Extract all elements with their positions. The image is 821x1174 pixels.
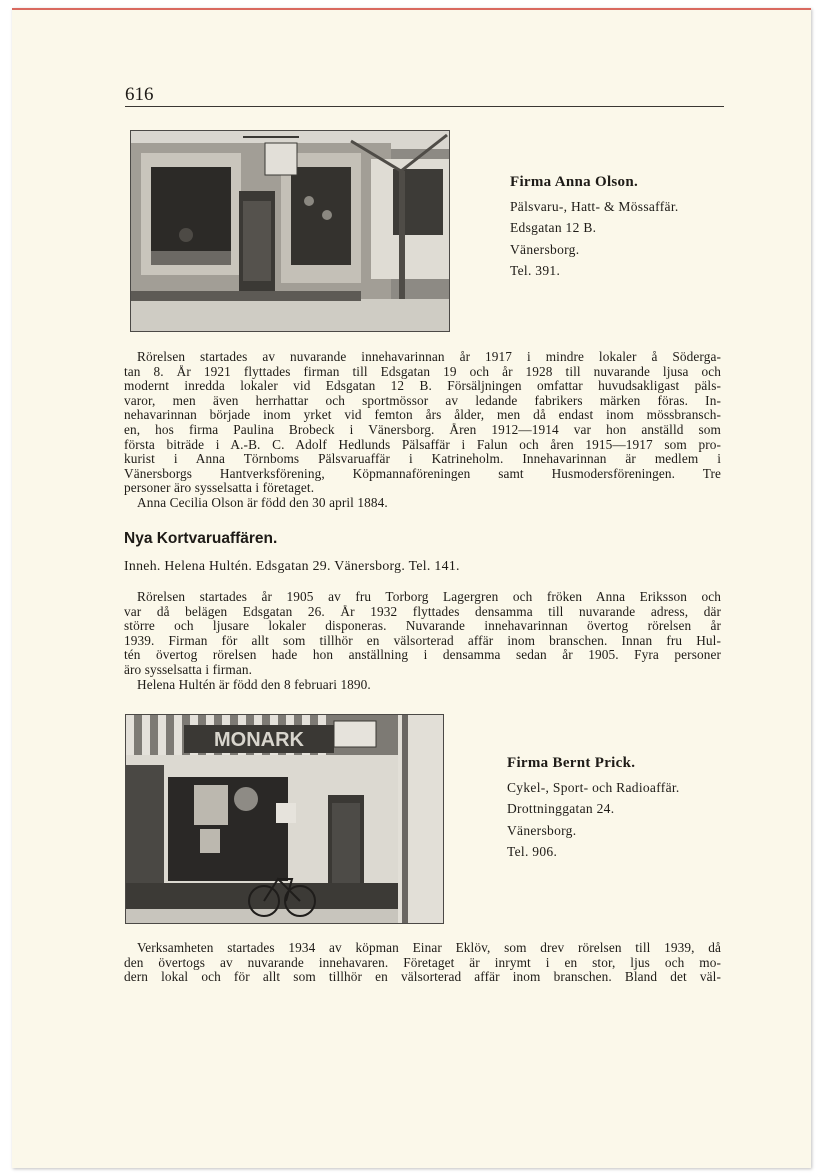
text-line: en, hos firma Paulina Brobeck i Vänersborg. Åren 1912—1914 var hon anställd som [124,422,721,437]
monark-sign: MONARK [214,729,304,751]
text-line: kurist i Anna Törnboms Pälsvaruaffär i Katrineholm. Innehavarinnan är medlem i [124,452,721,467]
firm-detail-line: Pälsvaru-, Hatt- & Mössaffär. [510,198,679,214]
text-line: första biträde i A.-B. C. Adolf Hedlunds Pälsaffär i Falun och åren 1915—1917 som pro- [124,437,721,452]
storefront-photo-anna-olson [130,130,450,332]
firm-detail-line: Drottninggatan 24. [507,801,615,817]
storefront-photo-bernt-prick [125,714,444,924]
text-line: personer äro sysselsatta i företaget. [124,481,315,496]
firm-info-anna-olson [510,172,679,282]
paragraph-bernt-prick [124,941,721,985]
text-line: 1939. Firman för allt som tillhör en välsorterad affär inom branschen. Innan fru Hul- [124,633,721,648]
firm-detail-line: Vänersborg. [507,822,577,838]
firm-name: Firma Bernt Prick. [507,755,636,771]
text-line: Anna Cecilia Olson är född den 30 april 1884. [137,495,388,510]
text-line: varor, men även herrhattar och sportmössor av ledande fabrikers märken föras. In- [124,393,721,408]
firm-detail-line: Vänersborg. [510,241,580,257]
text-line: nehavarinnan började inom yrket vid femton års ålder, men då endast inom mössbransch- [124,408,721,423]
text-line: tén övertog rörelsen hade hon anställning i densamma sedan år 1905. Fyra personer [124,648,721,663]
page-number: 616 [125,84,154,105]
firm-detail-line: Tel. 906. [507,844,558,860]
text-line: Helena Hultén är född den 8 februari 1890. [137,677,371,692]
text-line: större och ljusare lokaler disponeras. Nuvarande innehavarinnan övertog rörelsen år [124,619,721,634]
paragraph-kortvaruaffaren [124,590,721,692]
paragraph-anna-olson [124,350,721,511]
firm-info-bernt-prick [507,753,680,863]
header-rule [125,106,724,107]
document-page [12,8,811,1168]
owner-line: Inneh. Helena Hultén. Edsgatan 29. Vänersborg. Tel. 141. [124,558,460,573]
text-line: modernt inredda lokaler vid Edsgatan 12 B. Försäljningen omfattar huvudsakligast päls- [124,379,721,394]
text-line: Rörelsen startades av nuvarande innehavarinnan år 1917 i mindre lokaler å Södergа- [137,350,721,364]
text-line: Rörelsen startades år 1905 av fru Torborg Lagergren och fröken Anna Eriksson och [137,590,721,604]
text-line: dern lokal och för allt som tillhör en välsorterad affär inom branschen. Bland det väl- [124,970,721,985]
firm-detail-line: Edsgatan 12 B. [510,220,597,236]
text-line: Vänersborgs Hantverksförening, Köpmannaföreningen samt Husmodersföreningen. Tre [124,466,721,481]
text-line: var då belägen Edsgatan 26. År 1932 flyttades densamma till nuvarande adress, där [124,604,721,619]
text-line: Verksamheten startades 1934 av köpman Einar Eklöv, som drev rörelsen till 1939, då [137,941,721,955]
firm-detail-line: Cykel-, Sport- och Radioaffär. [507,779,680,795]
text-line: äro sysselsatta i firman. [124,662,253,677]
text-line: tan 8. År 1921 flyttades firman till Edsgatan 19 och år 1928 till nuvarande ljusa och [124,364,721,379]
text-line: den övertogs av nuvarande innehavaren. Företaget är inrymt i en stor, ljus och mo- [124,955,721,970]
firm-detail-line: Tel. 391. [510,263,561,279]
section-title: Nya Kortvaruaffären. [124,530,278,547]
firm-name: Firma Anna Olson. [510,174,639,190]
